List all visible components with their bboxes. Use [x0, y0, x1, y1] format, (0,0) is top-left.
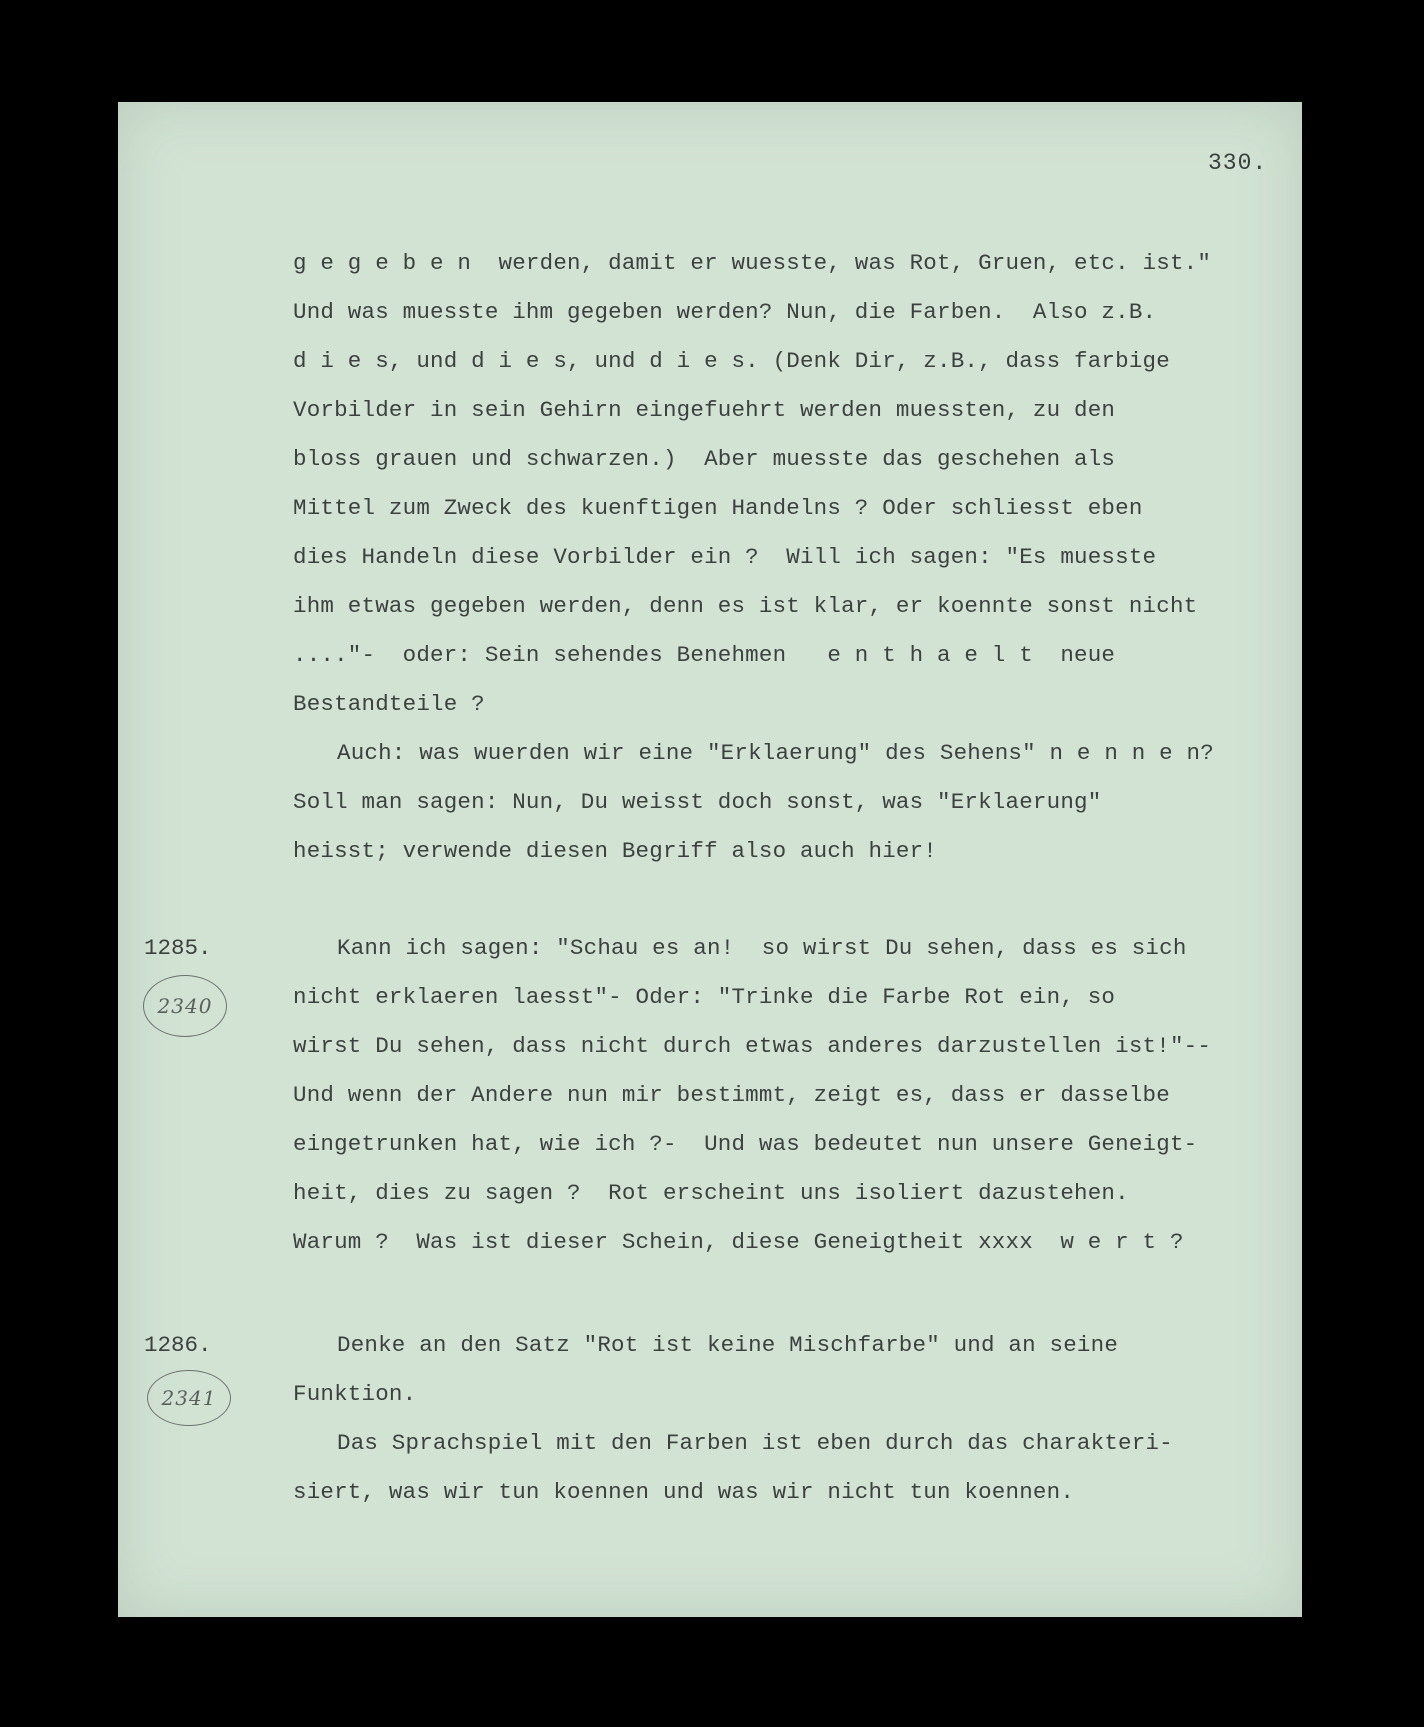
text-line: Bestandteile ?	[293, 691, 485, 717]
section-number: 1286.	[144, 1332, 212, 1358]
text-line: Auch: was wuerden wir eine "Erklaerung" des Sehens" n e n n e n?	[337, 740, 1214, 766]
text-line: ...."- oder: Sein sehendes Benehmen e n t h a e l t neue	[293, 642, 1116, 668]
text-line: ihm etwas gegeben werden, denn es ist klar, er koennte sonst nicht	[293, 593, 1198, 619]
text-line: Vorbilder in sein Gehirn eingefuehrt werden muessten, zu den	[293, 397, 1116, 423]
text-line: Und wenn der Andere nun mir bestimmt, zeigt es, dass er dasselbe	[293, 1082, 1170, 1108]
text-line: nicht erklaeren laesst"- Oder: "Trinke die Farbe Rot ein, so	[293, 984, 1116, 1010]
section-number: 1285.	[144, 935, 212, 961]
handwritten-reference: 2341	[147, 1370, 231, 1426]
text-line: heit, dies zu sagen ? Rot erscheint uns isoliert dazustehen.	[293, 1180, 1129, 1206]
text-line: bloss grauen und schwarzen.) Aber muesste das geschehen als	[293, 446, 1116, 472]
text-line: wirst Du sehen, dass nicht durch etwas anderes darzustellen ist!"--	[293, 1033, 1212, 1059]
text-line: Das Sprachspiel mit den Farben ist eben durch das charakteri-	[337, 1430, 1173, 1456]
text-line: Warum ? Was ist dieser Schein, diese Geneigtheit xxxx w e r t ?	[293, 1229, 1184, 1255]
handwritten-reference: 2340	[143, 975, 227, 1037]
text-line: g e g e b e n werden, damit er wuesste, was Rot, Gruen, etc. ist."	[293, 250, 1212, 276]
text-line: d i e s, und d i e s, und d i e s. (Denk Dir, z.B., dass farbige	[293, 348, 1170, 374]
text-line: Mittel zum Zweck des kuenftigen Handelns ? Oder schliesst eben	[293, 495, 1143, 521]
text-line: siert, was wir tun koennen und was wir nicht tun koennen.	[293, 1479, 1075, 1505]
text-line: dies Handeln diese Vorbilder ein ? Will ich sagen: "Es muesste	[293, 544, 1157, 570]
text-line: Funktion.	[293, 1381, 417, 1407]
text-line: Soll man sagen: Nun, Du weisst doch sonst, was "Erklaerung"	[293, 789, 1102, 815]
text-line: Kann ich sagen: "Schau es an! so wirst Du sehen, dass es sich	[337, 935, 1187, 961]
text-line: Und was muesste ihm gegeben werden? Nun, die Farben. Also z.B.	[293, 299, 1157, 325]
text-line: Denke an den Satz "Rot ist keine Mischfarbe" und an seine	[337, 1332, 1119, 1358]
text-line: eingetrunken hat, wie ich ?- Und was bedeutet nun unsere Geneigt-	[293, 1131, 1198, 1157]
page-number: 330.	[1208, 150, 1268, 176]
text-line: heisst; verwende diesen Begriff also auch hier!	[293, 838, 938, 864]
